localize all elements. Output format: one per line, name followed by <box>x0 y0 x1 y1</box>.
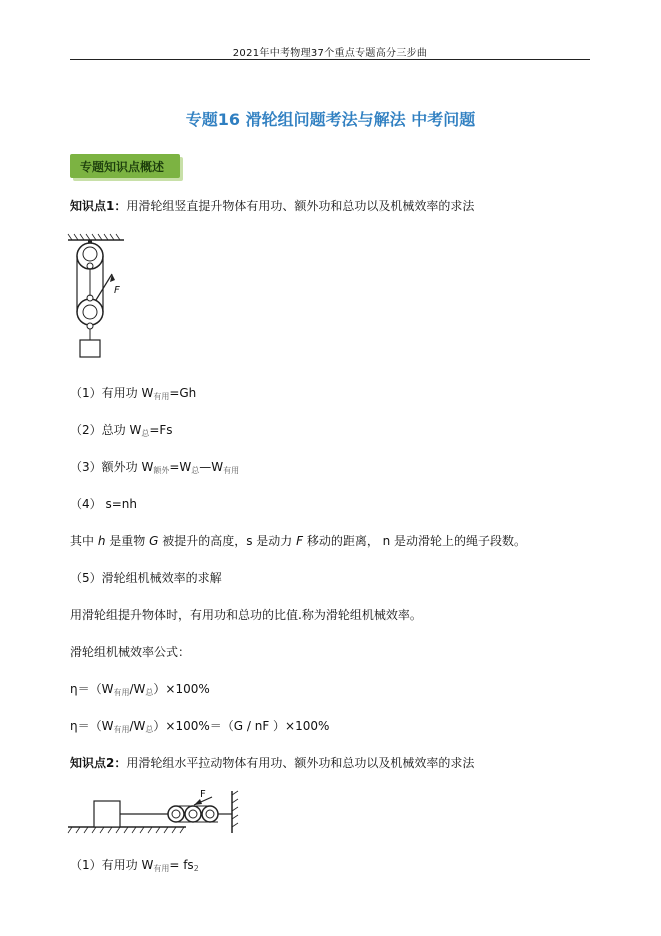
explain-p1: 其中 <box>70 534 98 548</box>
formula-2 <box>70 719 329 737</box>
explain-p4: 移动的距离， n 是动滑轮上的绳子段数。 <box>303 534 527 548</box>
formula-label: 滑轮组机械效率公式： <box>70 645 191 659</box>
last-sub1: 有用 <box>153 864 170 873</box>
explain-h: h <box>97 534 106 548</box>
item-s-nh: （4） s=nh <box>70 497 137 511</box>
item2-prefix: （2）总功 W <box>70 423 142 437</box>
item-extra-work <box>70 460 239 478</box>
kp1-text: 用滑轮组竖直提升物体有用功、额外功和总功以及机械效率的求法 <box>126 199 475 213</box>
efficiency-definition: 用滑轮组提升物体时，有用功和总功的比值.称为滑轮组机械效率。 <box>70 608 422 622</box>
knowledge-point-2 <box>70 756 474 770</box>
item-useful-work <box>70 386 196 404</box>
item3-mid: =W <box>169 460 192 474</box>
item2-suffix: =Fs <box>149 423 173 437</box>
page-title: 专题16 滑轮组问题考法与解法 中考问题 <box>185 110 476 129</box>
item3-sub3: 有用 <box>223 466 240 475</box>
figure2-force-label: F <box>200 789 206 800</box>
item3-mid2: —W <box>199 460 224 474</box>
f2-c: ）×100%＝（G / nF ）×100% <box>153 719 330 733</box>
item-efficiency-heading: （5）滑轮组机械效率的求解 <box>70 571 222 585</box>
item2-sub: 总 <box>141 429 150 438</box>
item1-prefix: （1）有用功 W <box>70 386 154 400</box>
item1-sub: 有用 <box>153 392 170 401</box>
explain-p2: 是重物 <box>105 534 150 548</box>
item3-sub1: 额外 <box>153 466 170 475</box>
pulley-figure-horizontal <box>66 785 246 835</box>
f2-sub2: 总 <box>145 725 154 734</box>
kp2-text: 用滑轮组水平拉动物体有用功、额外功和总功以及机械效率的求法 <box>126 756 475 770</box>
item1-suffix: =Gh <box>169 386 197 400</box>
figure1-force-label: F <box>114 285 120 296</box>
explain-f: F <box>296 534 303 548</box>
f2-sub1: 有用 <box>113 725 130 734</box>
f1-a: η＝（W <box>70 682 114 696</box>
explanation-paragraph <box>70 534 526 548</box>
f1-c: ）×100% <box>153 682 210 696</box>
last-a: （1）有用功 W <box>70 858 154 872</box>
f1-sub1: 有用 <box>113 688 130 697</box>
explain-g: G <box>149 534 159 548</box>
pulley-figure-vertical <box>66 232 136 362</box>
running-header: 2021年中考物理37个重点专题高分三步曲 <box>232 48 428 59</box>
kp2-label: 知识点2： <box>70 756 127 770</box>
item-useful-work-horizontal <box>70 858 199 876</box>
item-total-work <box>70 423 173 441</box>
section-badge-label: 专题知识点概述 <box>80 160 165 174</box>
item3-sub2: 总 <box>191 466 200 475</box>
section-badge <box>70 154 180 178</box>
f1-sub2: 总 <box>145 688 154 697</box>
f2-a: η＝（W <box>70 719 114 733</box>
knowledge-point-1 <box>70 199 474 213</box>
formula-1 <box>70 682 210 700</box>
header-rule <box>70 59 590 60</box>
kp1-label: 知识点1： <box>70 199 127 213</box>
last-b: = fs <box>169 858 194 872</box>
explain-p3: 被提升的高度，s 是动力 <box>158 534 297 548</box>
f1-b: /W <box>129 682 146 696</box>
item3-prefix: （3）额外功 W <box>70 460 154 474</box>
f2-b: /W <box>129 719 146 733</box>
last-sub2: 2 <box>193 864 199 873</box>
